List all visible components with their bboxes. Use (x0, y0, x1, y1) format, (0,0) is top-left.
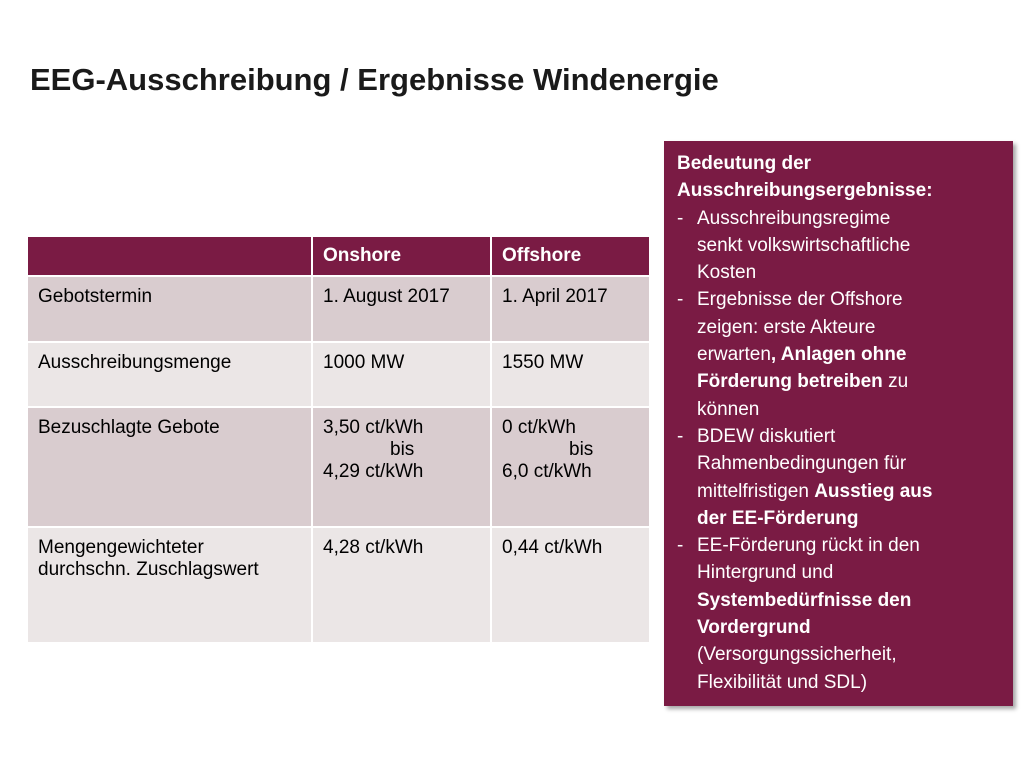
bullet-emphasis: Ausstieg aus (814, 480, 933, 502)
bullet-line: Flexibilität und SDL) (697, 671, 868, 693)
callout-bullet (677, 423, 999, 532)
callout-heading (677, 150, 999, 205)
bullet-line: BDEW diskutiert (697, 425, 836, 447)
callout-bullet-list (677, 205, 999, 696)
offshore-value: 1. April 2017 (491, 276, 650, 342)
onshore-range-to: 4,29 ct/kWh (323, 461, 424, 482)
offshore-value (491, 407, 650, 527)
callout-box (664, 141, 1013, 706)
row-label: Bezuschlagte Gebote (27, 407, 312, 527)
onshore-range-from: 3,50 ct/kWh (323, 417, 424, 438)
offshore-range-bis: bis (569, 439, 594, 460)
bullet-dash: - (677, 289, 684, 311)
bullet-emphasis: der EE-Förderung (697, 507, 859, 529)
bullet-emphasis: , Anlagen ohne (770, 344, 907, 366)
callout-bullet (677, 205, 999, 287)
header-empty-cell (27, 236, 312, 276)
bullet-emphasis: Förderung betreiben (697, 371, 883, 393)
onshore-value: 4,28 ct/kWh (312, 527, 491, 643)
bullet-line: EE-Förderung rückt in den (697, 535, 920, 557)
callout-heading-line2: Ausschreibungsergebnisse: (677, 180, 933, 202)
bullet-emphasis: Vordergrund (697, 617, 811, 639)
table-row (27, 527, 650, 643)
bullet-line: Hintergrund und (697, 562, 834, 584)
bullet-line: Ergebnisse der Offshore (697, 289, 903, 311)
bullet-line: erwarten (697, 344, 771, 366)
bullet-line: Rahmenbedingungen für (697, 453, 907, 475)
bullet-emphasis: Systembedürfnisse den (697, 589, 912, 611)
bullet-line: senkt volkswirtschaftliche (697, 234, 911, 256)
bullet-line: zu (882, 371, 909, 393)
offshore-range-to: 6,0 ct/kWh (502, 461, 592, 482)
bullet-line: zeigen: erste Akteure (697, 316, 876, 338)
row-label: Ausschreibungsmenge (27, 342, 312, 407)
table-header-row (27, 236, 650, 276)
table-row (27, 407, 650, 527)
bullet-dash: - (677, 535, 684, 557)
table-row (27, 276, 650, 342)
callout-heading-line1: Bedeutung der (677, 153, 812, 174)
slide-title: EEG-Ausschreibung / Ergebnisse Windenergie (30, 62, 719, 97)
onshore-range-bis: bis (390, 439, 415, 460)
bullet-dash: - (677, 207, 684, 229)
callout-bullet (677, 532, 999, 696)
header-onshore: Onshore (312, 236, 491, 276)
header-offshore: Offshore (491, 236, 650, 276)
bullet-dash: - (677, 425, 684, 447)
bullet-line: können (697, 398, 760, 420)
bullet-line: Kosten (697, 262, 757, 284)
bullet-line: mittelfristigen (697, 480, 815, 502)
bullet-line: (Versorgungssicherheit, (697, 644, 897, 666)
onshore-value: 1. August 2017 (312, 276, 491, 342)
offshore-value: 1550 MW (491, 342, 650, 407)
onshore-value (312, 407, 491, 527)
bullet-line: Ausschreibungsregime (697, 207, 891, 229)
table-row (27, 342, 650, 407)
results-table (26, 235, 651, 644)
row-label (27, 527, 312, 643)
offshore-value: 0,44 ct/kWh (491, 527, 650, 643)
onshore-value: 1000 MW (312, 342, 491, 407)
row-label-line1: Mengengewichteter (38, 537, 204, 558)
row-label-line2: durchschn. Zuschlagswert (38, 559, 259, 580)
offshore-range-from: 0 ct/kWh (502, 417, 576, 438)
row-label: Gebotstermin (27, 276, 312, 342)
callout-bullet (677, 286, 999, 422)
